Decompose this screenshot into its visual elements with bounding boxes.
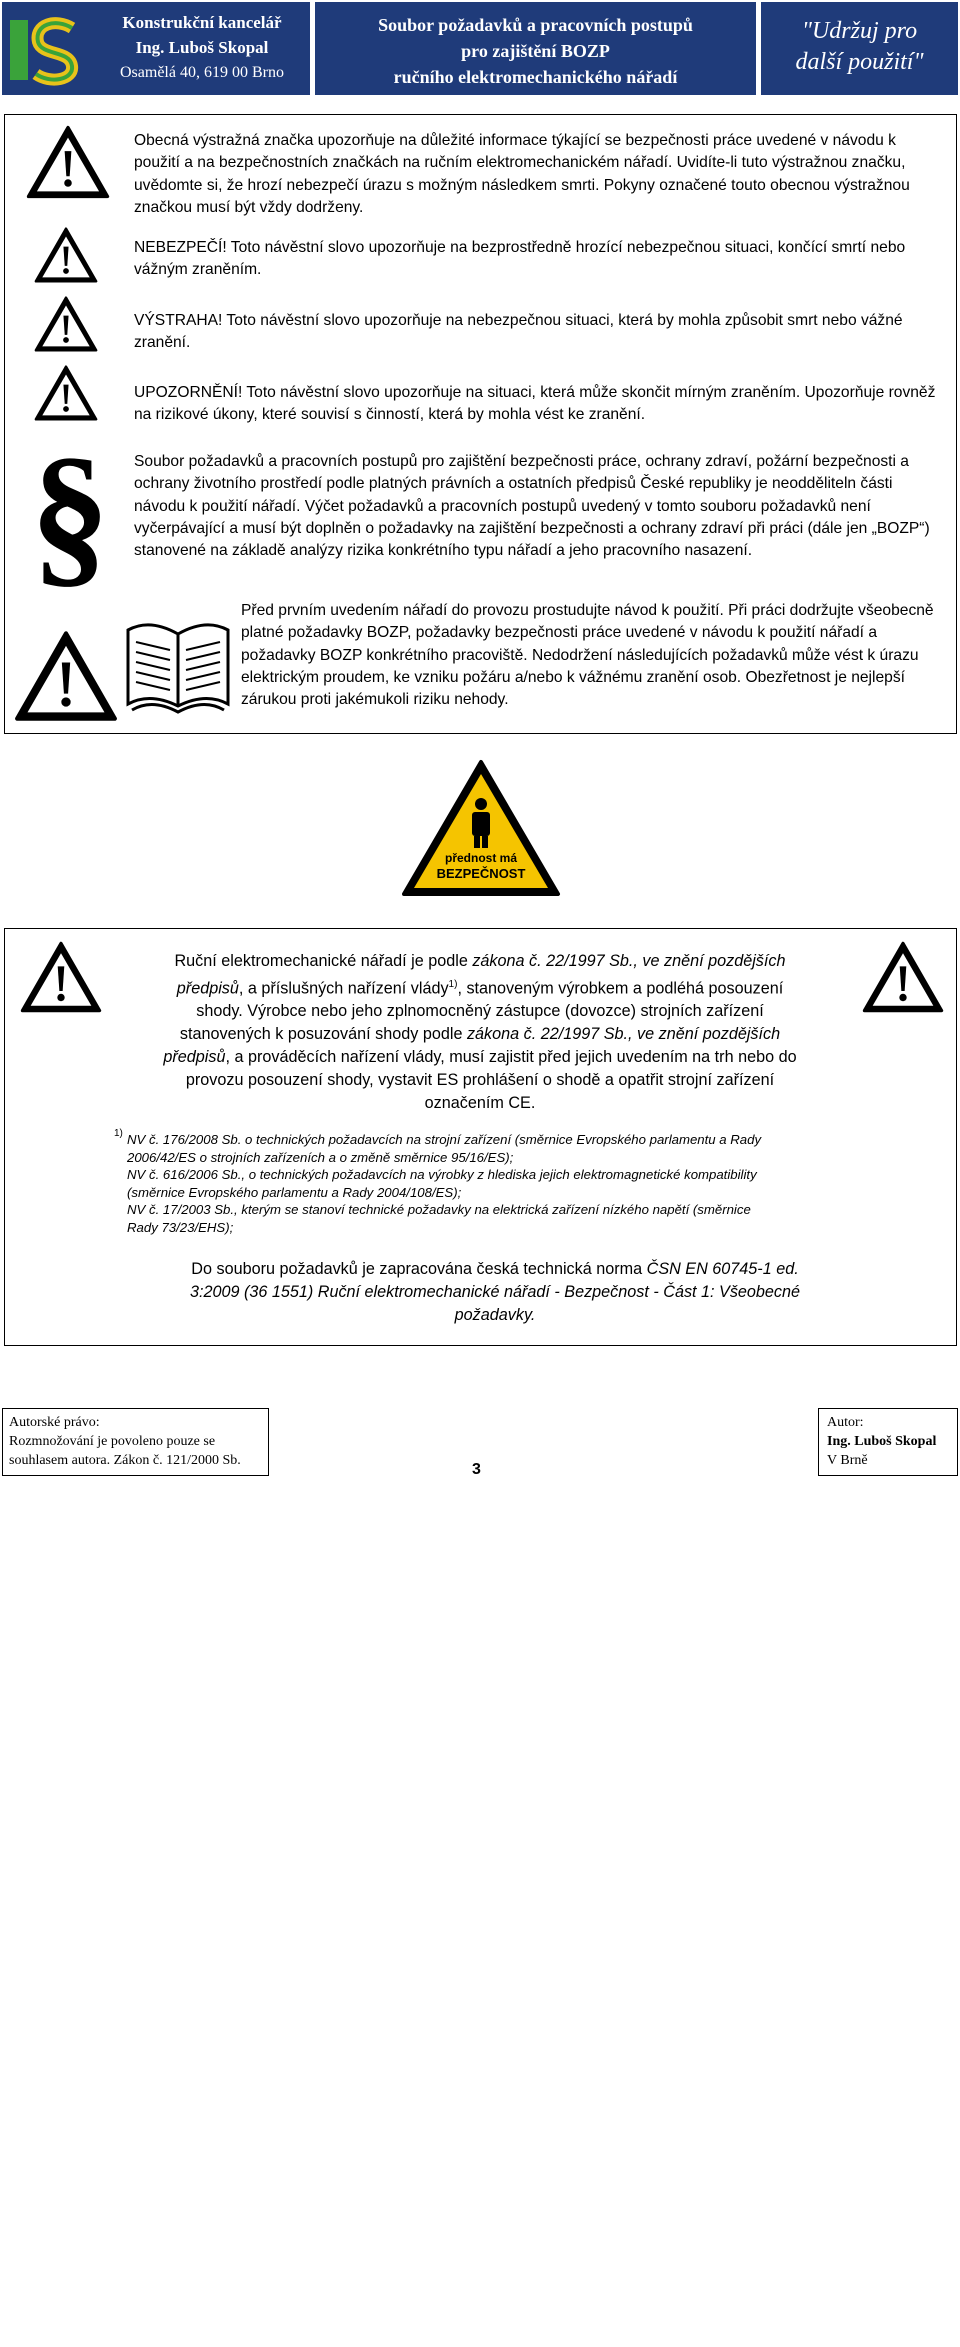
conf-l6: provozu posouzení shody, vystavit ES prohlášení o shodě a opatřit strojní zařízení	[185, 1071, 775, 1090]
caution-text: UPOZORNĚNÍ! Toto návěstní slovo upozorňuje na situaci, která může skončit mírným zraněním. Upozorňuje rovněž na rizikové úkony, které souvisí s činností, která by mohla vést ke zranění.	[134, 384, 936, 424]
conf-l1b: zákona č. 22/1997 Sb.	[472, 952, 634, 970]
company-address: Osamělá 40, 619 00 Brno	[120, 64, 284, 81]
copyright-line-2: Rozmnožování je povoleno pouze se	[9, 1434, 216, 1449]
company-name: Konstrukční kancelář	[122, 13, 282, 32]
law-text: Soubor požadavků a pracovních postupů pro zajištění bezpečnosti práce, ochrany zdraví, požární bezpečnosti a ochrany životního prostředí podle platných právních a ostatních předpisů České republiky je neodděliteln části návodu k použití nářadí. Výčet požadavků a pracovních postupů uvedený v tomto souboru požadavků není vyčerpávající a musí být doplněn o požadavky na zajištění bezpečnosti a ochrany zdraví při práci (dále jen „BOZP“) stanovené na základě analýzy rizika konkrétního typu nářadí a jeho pracovního nasazení.	[134, 453, 930, 560]
conf-l4a: stanovených k posuzování shody podle	[179, 1025, 467, 1044]
header-keep-cell	[761, 2, 958, 95]
conformity-text	[90, 950, 870, 1115]
doc-title-line-1: Soubor požadavků a pracovních postupů	[378, 15, 693, 35]
standard-b: ČSN EN 60745-1 ed.	[646, 1260, 799, 1278]
conf-l7: označením CE.	[424, 1094, 536, 1113]
standard-text	[100, 1258, 890, 1327]
warning-text: VÝSTRAHA! Toto návěstní slovo upozorňuje na nebezpečnou situaci, která by mohla způsobit smrt nebo vážné zranění.	[134, 312, 903, 352]
conf-l3: shody. Výrobce nebo jeho zplnomocněný zástupce (dovozce) strojních zařízení	[196, 1002, 764, 1021]
conf-l2b: , a příslušných nařízení vlády	[238, 979, 449, 998]
conf-l4c: , ve znění pozdějších	[628, 1025, 781, 1044]
conf-l2sup: 1)	[448, 979, 458, 990]
page-number: 3	[472, 1461, 481, 1478]
conf-l5a: předpisů	[163, 1048, 226, 1067]
keep-line-2: další použití"	[795, 49, 924, 75]
company-logo	[8, 14, 88, 86]
safety-sign-line-1: přednost má	[444, 851, 518, 865]
caution-triangle-icon	[34, 364, 98, 422]
warning-word-triangle-icon	[34, 295, 98, 353]
safety-first-sign-icon	[400, 758, 562, 898]
copyright-line-3: souhlasem autora. Zákon č. 121/2000 Sb.	[9, 1453, 241, 1468]
manual-text: Před prvním uvedením nářadí do provozu prostudujte návod k použití. Při práci dodržujte všeobecně platné požadavky BOZP, požadavky bezpečnosti práce uvedené v návodu k použití nářadí a požadavky BOZP konkrétního pracoviště. Nedodržení následujících požadavků může vést k úrazu elektrickým proudem, ke vzniku požáru a/nebo k vážnému zranění osob. Obezřetnost je nejlepší zárukou proti jakémukoli riziku nehody.	[241, 602, 934, 709]
author-city: V Brně	[827, 1453, 868, 1468]
standard-c: 3:2009 (36 1551) Ruční elektromechanické nářadí - Bezpečnost - Část 1: Všeobecné	[189, 1283, 801, 1301]
standard-a: Do souboru požadavků je zapracována česká technická norma	[191, 1260, 647, 1278]
copyright-line-1: Autorské právo:	[9, 1415, 100, 1430]
danger-text: NEBEZPEČÍ! Toto návěstní slovo upozorňuje na bezprostředně hrozící nebezpečnou situaci, končící smrtí nebo vážným zraněním.	[134, 239, 906, 279]
footnote-2b: (směrnice Evropského parlamentu a Rady 2004/108/ES);	[127, 1184, 462, 1200]
conf-l1a: Ruční elektromechanické nářadí je podle	[174, 952, 473, 970]
header-company-cell	[2, 2, 310, 95]
safety-sign-line-2: BEZPEČNOST	[436, 866, 526, 881]
danger-triangle-icon	[34, 226, 98, 284]
keep-line-1: "Udržuj pro	[801, 18, 918, 44]
conf-l4b: zákona č. 22/1997 Sb.	[466, 1025, 629, 1044]
company-person: Ing. Luboš Skopal	[135, 38, 269, 57]
conformity-right-triangle-icon	[862, 940, 944, 1014]
author-name: Ing. Luboš Skopal	[827, 1434, 937, 1449]
conf-l5b: , a prováděcích nařízení vlády, musí zajistit před jejich uvedením na trh nebo do	[225, 1048, 797, 1067]
copyright-box	[2, 1408, 269, 1476]
standard-d: požadavky.	[454, 1306, 536, 1324]
conf-l2c: , stanoveným výrobkem a podléhá posouzení	[457, 979, 784, 998]
general-warning-text: Obecná výstražná značka upozorňuje na důležité informace týkající se bezpečnosti práce uvedené v návodu k použití a na bezpečnostních značkách na ručním elektromechanickém nářadí. Uvidíte-li tuto výstražnou značku, uvědomte si, že hrozí nebezpečí úrazu s možným následkem smrti. Pokyny označené touto obecnou výstražnou značkou musí být vždy dodrženy.	[134, 132, 910, 216]
conf-l1c: , ve znění pozdějších	[633, 952, 786, 970]
header-title-cell	[315, 2, 756, 95]
footnotes	[127, 1131, 947, 1236]
warning-triangle-icon	[26, 123, 110, 201]
author-box	[818, 1408, 958, 1476]
footnote-2: NV č. 616/2006 Sb., o technických požadavcích na výrobky z hlediska jejich elektromagnetické kompatibility	[127, 1167, 757, 1182]
conf-l2a: předpisů	[176, 979, 239, 998]
book-manual-icon	[124, 612, 232, 718]
doc-title-line-3: ručního elektromechanického nářadí	[393, 67, 678, 87]
paragraph-icon: §	[30, 424, 110, 602]
footnote-1: NV č. 176/2008 Sb. o technických požadavcích na strojní zařízení (směrnice Evropského parlamentu a Rady	[127, 1132, 762, 1147]
footnote-3b: Rady 73/23/EHS);	[127, 1219, 234, 1235]
footnote-1b: 2006/42/ES o strojních zařízeních a o změně směrnice 95/16/ES);	[127, 1149, 514, 1165]
large-warning-triangle-icon	[14, 628, 118, 724]
footnote-mark: 1)	[114, 1128, 123, 1139]
author-label: Autor:	[827, 1415, 864, 1430]
doc-title-line-2: pro zajištění BOZP	[461, 41, 610, 61]
footnote-3: NV č. 17/2003 Sb., kterým se stanoví technické požadavky na elektrická zařízení nízkého napětí (směrnice	[127, 1202, 751, 1217]
